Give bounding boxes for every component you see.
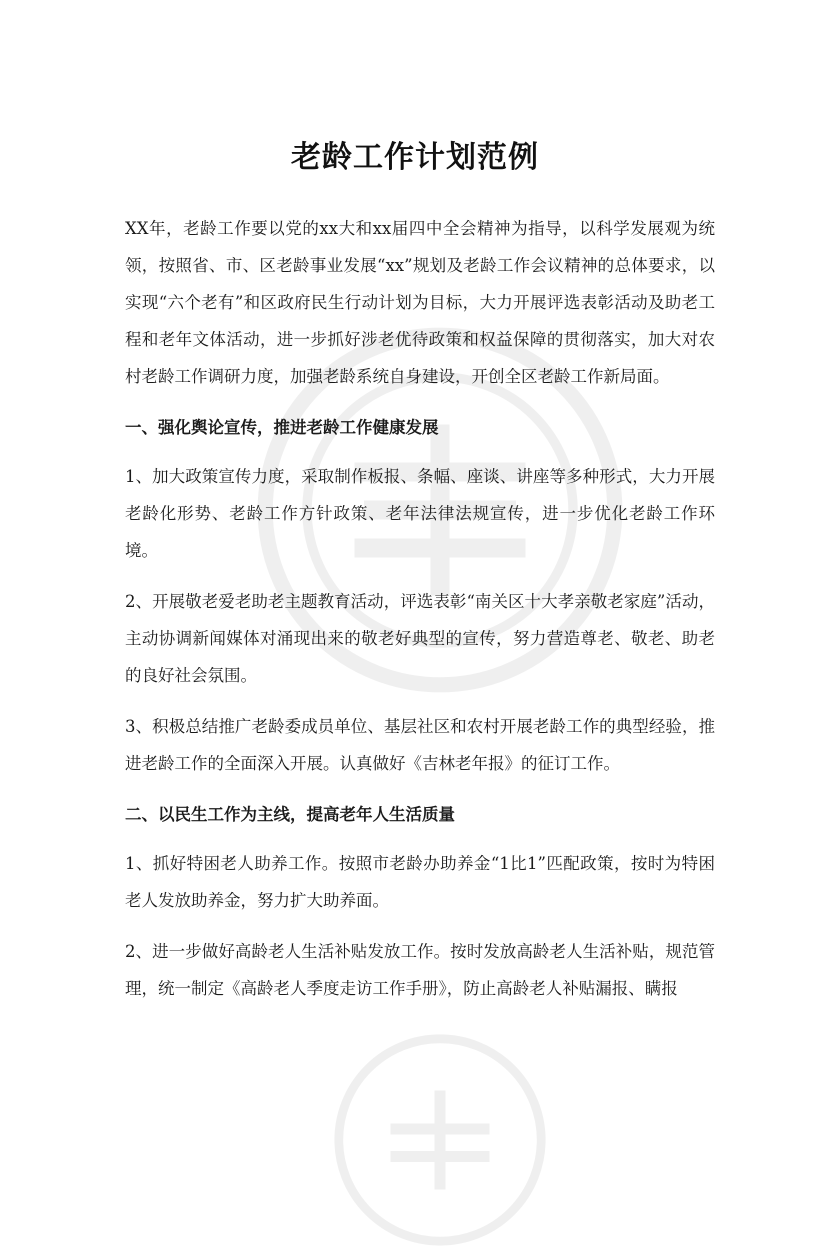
section1-paragraph-3: 3、积极总结推广老龄委成员单位、基层社区和农村开展老龄工作的典型经验，推进老龄工作的全面深入开展。认真做好《吉林老年报》的征订工作。 [125, 717, 715, 773]
section2-paragraph-2: 2、进一步做好高龄老人生活补贴发放工作。按时发放高龄老人生活补贴，规范管理，统一制定《高龄老人季度走访工作手册》，防止高龄老人补贴漏报、瞒报 [125, 942, 715, 998]
section-heading-1: 一、强化舆论宣传，推进老龄工作健康发展 [125, 418, 439, 437]
intro-paragraph: XX年，老龄工作要以党的xx大和xx届四中全会精神为指导，以科学发展观为统领，按照省、市、区老龄事业发展“xx”规划及老龄工作会议精神的总体要求，以实现“六个老有”和区政府民生行动计划为目标，大力开展评选表彰活动及助老工程和老年文体活动，进一步抓好涉老优待政策和权益保障的贯彻落实，加大对农村老龄工作调研力度，加强老龄系统自身建设，开创全区老龄工作新局面。 [125, 219, 715, 386]
section1-paragraph-2: 2、开展敬老爱老助老主题教育活动，评选表彰“南关区十大孝亲敬老家庭”活动，主动协调新闻媒体对涌现出来的敬老好典型的宣传，努力营造尊老、敬老、助老的良好社会氛围。 [125, 592, 715, 685]
document-title: 老龄工作计划范例 [291, 140, 539, 176]
section1-paragraph-1: 1、加大政策宣传力度，采取制作板报、条幅、座谈、讲座等多种形式，大力开展老龄化形势、老龄工作方针政策、老年法律法规宣传，进一步优化老龄工作环境。 [125, 467, 715, 560]
document-body [125, 210, 715, 1021]
section-heading-2: 二、以民生工作为主线，提高老年人生活质量 [125, 805, 455, 824]
section2-paragraph-1: 1、抓好特困老人助养工作。按照市老龄办助养金“1比1”匹配政策，按时为特困老人发放助养金，努力扩大助养面。 [125, 854, 715, 910]
watermark-bottom-icon [330, 1030, 550, 1250]
